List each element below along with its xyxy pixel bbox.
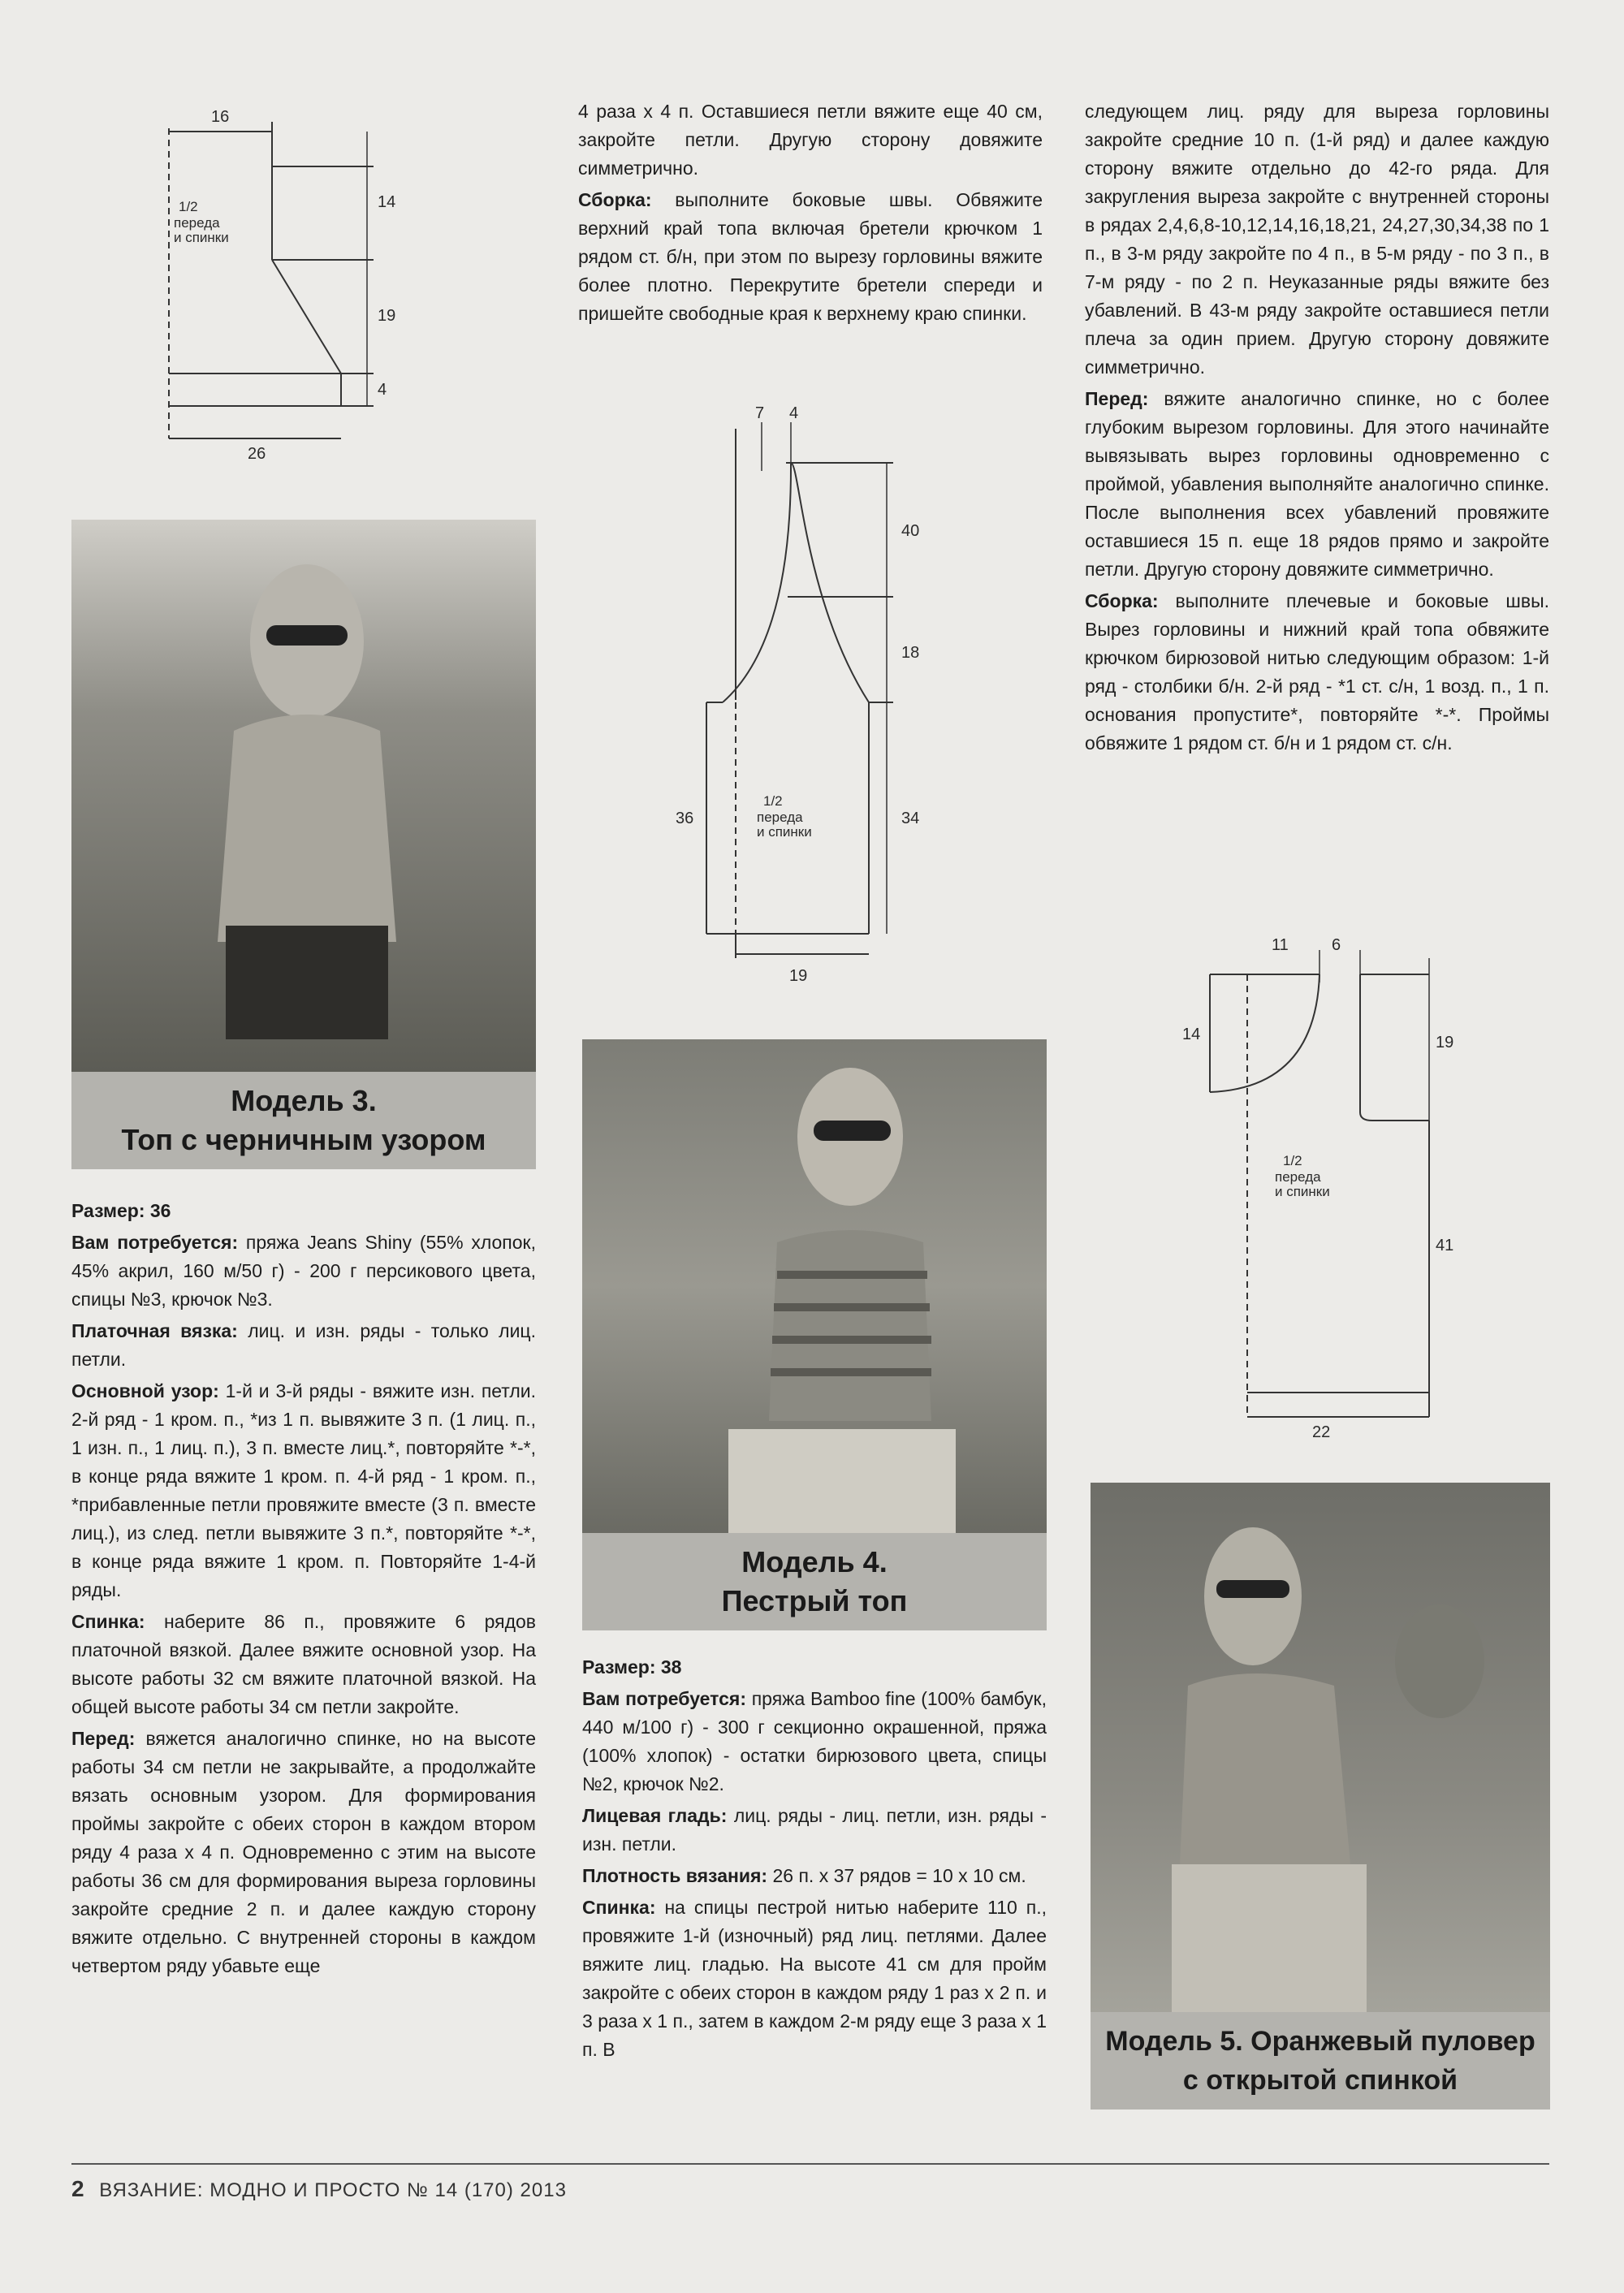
dim-label: 16 [211, 108, 230, 126]
paragraph: Основной узор: 1-й и 3-й ряды - вяжите изн. петли. 2-й ряд - 1 кром. п., *из 1 п. вывяжите 3 п. (1 лиц. п., 1 изн. п., 1 лиц. п.), 3 п. вместе лиц.*, повторяйте *-*, в конце ряда вяжите 1 кром. п. 4-й ряд - 1 кром. п., *прибавленные петли провяжите вместе (3 п. вместе лиц.), из след. петли вывяжите 3 п.*, повторяйте *-*, в конце ряда вяжите 1 кром. п. Повторяйте 1-4-й ряды. [71, 1380, 536, 1600]
dim-label: 19 [789, 967, 808, 985]
svg-text:1/2: 1/2 [1283, 1153, 1302, 1168]
schematic-diagram-model5 [1177, 926, 1470, 1445]
model4-caption [582, 1533, 1047, 1630]
paragraph: следующем лиц. ряду для выреза горловины закройте средние 10 п. (1-й ряд) и далее каждую сторону вяжите отдельно до 42-го ряда. Для закругления выреза закройте с внутренней стороны в рядах 2,4,6,8-10,12,14,16,18,21, 24,27,30,34,38 по 1 п., в 3-м ряду закройте по 4 п., в 5-м ряду - по 3 п., в 7-м ряду - по 2 п. Неуказанные ряды вяжите без убавлений. В 43-м ряду закройте оставшиеся петли плеча за один прием. Другую сторону довяжите симметрично. [1085, 101, 1549, 378]
paragraph: Размер: 38 [582, 1656, 682, 1678]
footer-divider [71, 2163, 1549, 2165]
dim-label: 36 [676, 810, 694, 827]
dim-label: 11 [1272, 936, 1289, 954]
page-footer [71, 2176, 567, 2202]
caption-line: Топ с черничным узором [121, 1123, 486, 1156]
dim-label: 14 [1182, 1026, 1201, 1043]
model5-photo [1091, 1483, 1550, 2012]
paragraph: Спинка: на спицы пестрой нитью наберите 110 п., провяжите 1-й (изночный) ряд лиц. петлями. Далее вяжите лиц. гладью. На высоте 41 см для пройм закройте с обеих сторон в каждом ряду 1 раз х 2 п. и 3 раза х 1 п., затем в каждом 2-м ряду еще 3 раза х 1 п. В [582, 1897, 1047, 2060]
dim-label: 19 [1436, 1034, 1454, 1051]
svg-text:1/2: 1/2 [763, 793, 783, 809]
paragraph: Вам потребуется: пряжа Bamboo fine (100% бамбук, 440 м/100 г) - 300 г секционно окрашенной, пряжа (100% хлопок) - остатки бирюзового цвета, спицы №2, крючок №2. [582, 1688, 1047, 1794]
paragraph: Спинка: наберите 86 п., провяжите 6 рядов платочной вязкой. Далее вяжите основной узор. На высоте работы 32 см вяжите платочной вязкой. На общей высоте работы 34 см петли закройте. [71, 1611, 536, 1717]
column-3-text [1085, 97, 1549, 761]
caption-line: Модель 5. Оранжевый пуловер [1105, 2026, 1535, 2057]
dim-label: 4 [789, 404, 799, 422]
paragraph: Перед: вяжите аналогично спинке, но с более глубоким вырезом горловины. Для этого начинайте вывязывать вырез горловины одновременно с проймой, убавления выполняйте аналогично спинке. После выполнения всех убавлений провяжите оставшиеся 15 п. еще 18 рядов прямо и закройте петли. Другую сторону довяжите симметрично. [1085, 388, 1549, 580]
caption-line: Модель 3. [231, 1084, 377, 1117]
caption-line: Пестрый топ [721, 1584, 908, 1617]
paragraph: Лицевая гладь: лиц. ряды - лиц. петли, изн. ряды - изн. петли. [582, 1805, 1047, 1855]
dim-label: 14 [378, 193, 396, 211]
dim-label: 7 [755, 404, 765, 422]
paragraph: Вам потребуется: пряжа Jeans Shiny (55% хлопок, 45% акрил, 160 м/50 г) - 200 г персикового цвета, спицы №3, крючок №3. [71, 1232, 536, 1310]
model4-photo [582, 1039, 1047, 1533]
column-2-top-text [578, 97, 1043, 331]
svg-text:и спинки: и спинки [757, 824, 812, 840]
paragraph: Размер: 36 [71, 1200, 171, 1221]
paragraph: 4 раза х 4 п. Оставшиеся петли вяжите еще 40 см, закройте петли. Другую сторону довяжите симметрично. [578, 101, 1043, 179]
dim-label: 26 [248, 445, 266, 463]
dim-label: 4 [378, 381, 387, 399]
paragraph: Сборка: выполните плечевые и боковые швы. Вырез горловины и нижний край топа обвяжите крючком бирюзовой нитью следующим образом: 1-й ряд - столбики б/н. 2-й ряд - *1 ст. с/н, 1 возд. п., 1 п. основания пропустите*, повторяйте *-*. Проймы обвяжите 1 рядом ст. б/н и 1 рядом ст. с/н. [1085, 590, 1549, 754]
paragraph: Платочная вязка: лиц. и изн. ряды - только лиц. петли. [71, 1320, 537, 1370]
dim-label: 34 [901, 810, 920, 827]
schematic-diagram-model4 [666, 398, 942, 991]
caption-line: с открытой спинкой [1182, 2065, 1458, 2096]
page-number: 2 [71, 2176, 85, 2201]
dim-label: 18 [901, 644, 920, 662]
column-2-bottom-text [582, 1653, 1047, 2067]
model3-caption [71, 1072, 536, 1169]
caption-line: Модель 4. [741, 1545, 888, 1578]
paragraph: Сборка: выполните боковые швы. Обвяжите верхний край топа включая бретели крючком 1 рядом ст. б/н, при этом по вырезу горловины вяжите более плотно. Перекрутите бретели спереди и пришейте свободные края к верхнему краю спинки. [578, 189, 1043, 324]
dim-label: 22 [1312, 1423, 1331, 1441]
paragraph: Плотность вязания: 26 п. х 37 рядов = 10 х 10 см. [582, 1865, 1026, 1886]
dim-label: 19 [378, 307, 396, 325]
model5-caption [1091, 2012, 1550, 2109]
svg-text:переда: переда [174, 215, 220, 231]
dim-label: 40 [901, 522, 920, 540]
dim-label: 6 [1332, 936, 1341, 954]
schematic-diagram-model3 [146, 97, 422, 463]
column-1-text [71, 1197, 536, 1984]
magazine-title: ВЯЗАНИЕ: МОДНО И ПРОСТО № 14 (170) 2013 [99, 2179, 567, 2201]
dim-label: 41 [1436, 1237, 1454, 1254]
paragraph: Перед: вяжется аналогично спинке, но на высоте работы 34 см петли не закрывайте, а продолжайте вязать основным узором. Для формирования проймы закройте с обеих сторон в каждом втором ряду 4 раза х 4 п. Одновременно с этим на высоте работы 36 см для формирования выреза горловины закройте средние 2 п. и далее каждую сторону вяжите отдельно. С внутренней стороны в каждом четвертом ряду убавьте еще [71, 1728, 536, 1976]
svg-text:1/2: 1/2 [179, 199, 198, 214]
svg-text:переда: переда [757, 810, 803, 825]
svg-text:и спинки: и спинки [174, 230, 229, 245]
model3-photo [71, 520, 536, 1072]
svg-text:переда: переда [1275, 1169, 1321, 1185]
svg-text:и спинки: и спинки [1275, 1184, 1330, 1199]
